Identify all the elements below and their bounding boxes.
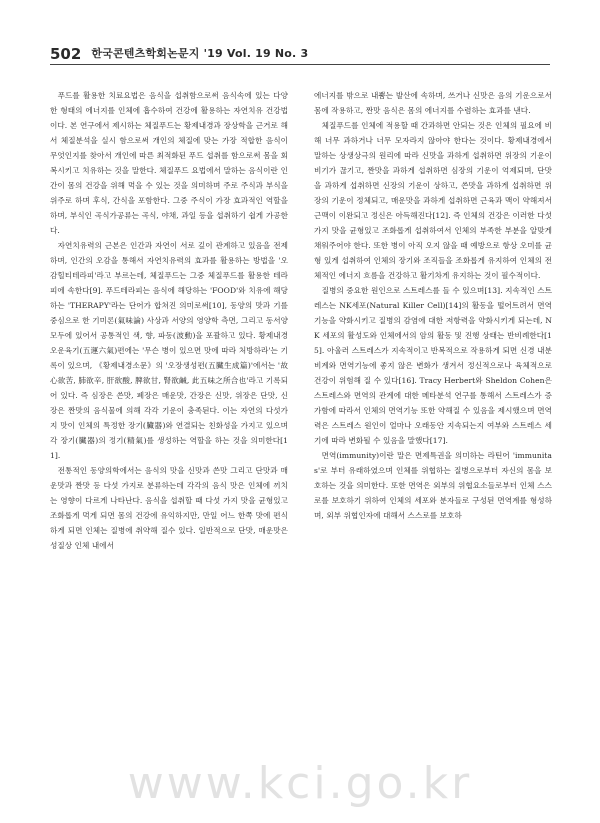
page-number: 502 <box>50 45 82 63</box>
paragraph: 질병의 중요한 원인으로 스트레스를 들 수 있으며[13]. 지속적인 스트레스는 NK세포(Natural Killer Cell)[14]의 활동을 떨어트려서 면역기능을 약화시키고 질병의 감염에 대한 저항력을 약화시키게 되는데, NK 세포의 활성도와 인체에서의 암의 활동 및 진행 상태는 반비례한다[15]. 아울러 스트레스가 지속적이고 반복적으로 작용하게 되면 신경 내분비계와 면역기능에 좋지 않은 변화가 생겨서 정신적으로나 육체적으로 건강이 위험해 질 수 있다[16]. Tracy Herbert와 Sheldon Cohen은 스트레스와 면역의 관계에 대한 메타분석 연구를 통해서 스트레스가 증가함에 따라서 인체의 면역기능 또한 약해질 수 있음을 제시했으며 면역력은 스트레스 원인이 얼마나 오래동안 지속되는지 여부와 스트레스 세기에 따라 변화될 수 있음을 말했다[17]. <box>314 286 552 445</box>
right-column <box>314 88 552 523</box>
page-header <box>50 40 550 65</box>
paragraph: 체질푸드를 인체에 적용할 때 간과하면 안되는 것은 인체의 필요에 비해 너무 과하거나 너무 모자라지 않아야 한다는 것이다. 황제내경에서 말하는 상생상극의 원리에 따라 신맛을 과하게 섭취하면 위장의 기운이 비기가 끊기고, 짠맛을 과하게 섭취하면 심장의 기운이 억제되며, 단맛을 과하게 섭취하면 신장의 기운이 상하고, 쓴맛을 과하게 섭취하면 위장의 기운이 정체되고, 매운맛을 과하게 섭취하면 근육과 맥이 약해져서 근맥이 이완되고 정신은 아득해진다[12]. 즉 인체의 건강은 이러한 다섯가지 맛을 균형있고 조화롭게 섭취하여서 인체의 부족한 부분을 알맞게 채워주어야 한다. 또한 병이 아직 오지 않을 때 예방으로 항상 오미를 균형 있게 섭취하여 인체의 장기와 조직들을 조화롭게 유지하여 인체의 전체적인 에너지 흐름을 건강하고 활기차게 유지하는 것이 필수적이다. <box>314 121 552 280</box>
left-column <box>50 88 288 553</box>
paragraph: 자연치유력의 근본은 인간과 자연이 서로 깊이 관계하고 있음을 전제하며, 인간의 오감을 통해서 자연치유력의 효과를 활용하는 방법을 '오감힐티테라피'라고 부르는데, 체질푸드는 그중 체질푸드를 활용한 테라피에 속한다[9]. 푸드테라피는 음식에 해당하는 'FOOD'와 치유에 해당하는 'THERAPY'라는 단어가 합쳐진 의미로써[10], 동양의 맛과 기를 중심으로 한 기미론(氣味論) 사상과 서양의 영양학 측면, 그리고 동서양 모두에 있어서 공통적인 색, 향, 파동(波動)을 포괄하고 있다. 황제내경 오운육기(五運六氣)편에는 '무슨 병이 있으면 맛에 따라 처방하라'는 기록이 있으며, 《황제내경소문》의 '오장생성편(五臟生成篇)'에서는 '故心欲苦, 肺欲辛, 肝欲酸, 脾欲甘, 腎欲鹹, 此五味之所合也'라고 기록되어 있다. 즉 심장은 쓴맛, 폐장은 매운맛, 간장은 신맛, 위장은 단맛, 신장은 짠맛의 음식물에 의해 각각 기운이 충족된다. 이는 자연의 다섯가지 맛이 인체의 특정한 장기(臟器)와 연결되는 친화성을 가지고 있으며 각 장기(臟器)의 정기(精氣)를 생성하는 역할을 하는 것을 의미한다[11]. <box>50 241 288 460</box>
paragraph: 푸드를 활용한 치료요법은 음식을 섭취함으로써 음식속에 있는 다양한 형태의 에너지를 인체에 흡수하여 건강에 활용하는 자연치유 건강법이다. 본 연구에서 제시하는 체질푸드는 황제내경과 장상학을 근거로 해서 체질분석을 실시 함으로써 개인의 체질에 맞는 가장 적합한 음식이 무엇인지를 찾아서 개인에 따른 최적화된 푸드 섭취를 함으로써 몸을 회복시키고 치유하는 것을 말한다. 체질푸드 요법에서 말하는 음식이란 인간이 몸의 건강을 위해 먹을 수 있는 것을 의미하며 주로 주식과 부식을 위주로 하며 후식, 간식을 포함한다. 그중 주식이 가장 효과적인 역할을 하며, 부식인 곡식가공류는 곡식, 야채, 과일 등을 섭취하기 쉽게 가공한다. <box>50 91 288 235</box>
paragraph: 전통적인 동양의학에서는 음식의 맛을 신맛과 쓴맛 그리고 단맛과 매운맛과 짠맛 등 다섯 가지로 분류하는데 각각의 음식 맛은 인체에 끼치는 영향이 다르게 나타난다. 음식을 섭취할 때 다섯 가지 맛을 균형있고 조화롭게 먹게 되면 몸의 건강에 유익하지만, 만일 어느 한쪽 맛에 편식하게 되면 인체는 질병에 취약해 질수 있다. 일반적으로 단맛, 매운맛은 성질상 인체 내에서 <box>50 466 288 550</box>
paragraph: 면역(immunity)이란 말은 면제특권을 의미하는 라틴어 'immunitas'로 부터 유래하였으며 인체를 위협하는 질병으로부터 자신의 몸을 보호하는 것을 의미한다. 또한 면역은 외부의 위협요소들로부터 인체 스스로를 보호하기 위하여 인체의 세포와 분자들로 구성된 면역계를 형성하며, 외부 위협인자에 대해서 스스로를 보호하 <box>314 451 552 520</box>
watermark: www.kci.go.kr <box>127 758 473 809</box>
paragraph: 에너지를 밖으로 내뿜는 발산에 속하며, 쓰거나 신맛은 음의 기운으로서 몸에 작용하고, 짠맛 음식은 몸의 에너지를 수렴하는 효과를 낸다. <box>314 91 552 115</box>
journal-title: 한국콘텐츠학회논문지 '19 Vol. 19 No. 3 <box>91 47 309 60</box>
